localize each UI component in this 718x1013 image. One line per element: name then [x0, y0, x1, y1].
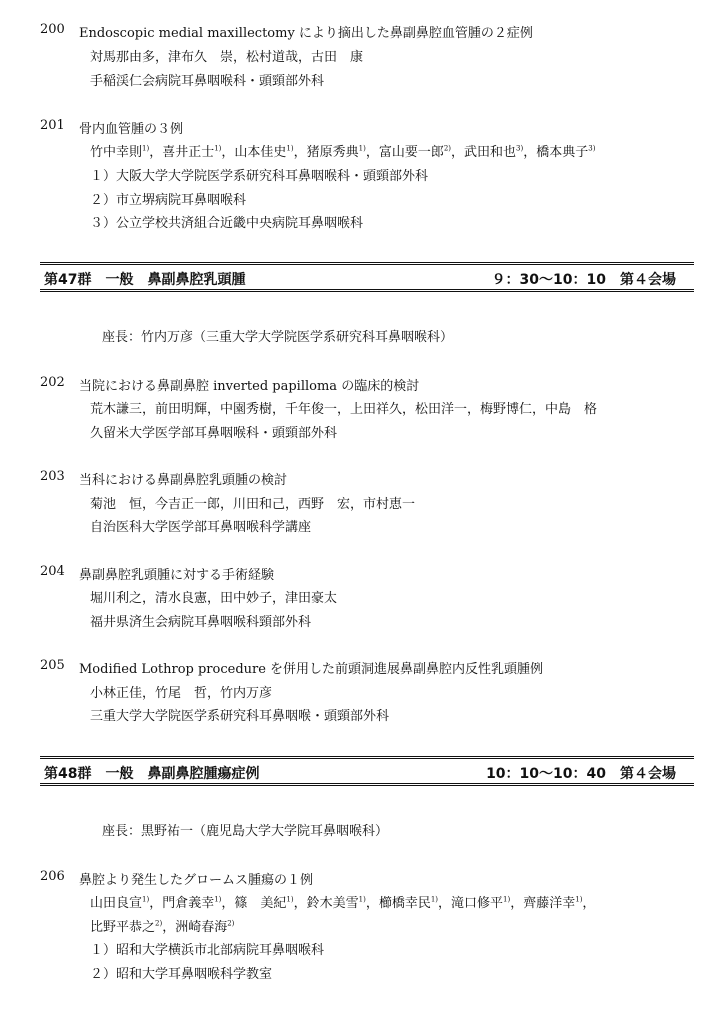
author-name: 竹中幸則 — [90, 145, 143, 160]
entry-authors: 小林正佳，竹尾 哲，竹内万彦 — [90, 686, 273, 701]
author-affiliation-mark: 3) — [588, 144, 596, 153]
entry-number: 206 — [40, 869, 65, 884]
author-name: ，齊藤洋幸 — [510, 896, 576, 911]
divider — [40, 289, 694, 292]
entry-title: 当院における鼻副鼻腔 inverted papilloma の臨床的検討 — [79, 379, 420, 394]
entry-affiliation: 福井県済生会病院耳鼻咽喉科頸部外科 — [90, 615, 312, 630]
author-affiliation-mark: 1) — [503, 895, 511, 904]
author-affiliation-mark: 2) — [155, 919, 163, 928]
author-name: ，滝口修平 — [438, 896, 504, 911]
author-affiliation-mark: 1) — [430, 895, 439, 904]
session-title: 第48群 一般 鼻副鼻腔腫瘍症例 — [44, 766, 260, 782]
author-affiliation-mark: 1) — [286, 895, 294, 904]
author-affiliation-mark: 1) — [214, 895, 222, 904]
author-name: ，橋本典子 — [523, 145, 589, 160]
author-name: ，門倉義幸 — [149, 896, 215, 911]
author-affiliation-mark: 3) — [516, 144, 524, 153]
author-name: ，富山要一郎 — [365, 145, 444, 160]
entry-authors: 対馬那由多，津布久 崇，松村道哉，古田 康 — [90, 50, 364, 65]
entry-title: Modified Lothrop procedure を併用した前頭洞進展鼻副鼻腔内反性乳頭腫例 — [79, 662, 544, 677]
author-affiliation-mark: 1) — [142, 895, 150, 904]
author-affiliation-mark: 1) — [286, 144, 294, 153]
author-affiliation-mark: 2) — [227, 919, 235, 928]
author-affiliation-mark: 1) — [358, 144, 366, 153]
entry-number: 201 — [40, 118, 65, 133]
divider — [40, 756, 694, 759]
author-name: 山田良宣 — [90, 896, 143, 911]
entry-title: 当科における鼻副鼻腔乳頭腫の検討 — [79, 473, 288, 488]
author-name: 比野平恭之 — [90, 920, 156, 935]
entry-number: 205 — [40, 658, 65, 673]
entry-authors — [90, 141, 595, 160]
entry-affiliation: １）昭和大学横浜市北部病院耳鼻咽喉科 — [90, 943, 325, 958]
entry-number: 200 — [40, 22, 65, 37]
author-affiliation-mark: 1) — [575, 895, 583, 904]
session-chair: 座長：黒野祐一（鹿児島大学大学院耳鼻咽喉科） — [102, 824, 389, 839]
author-name: ，山本佳史 — [221, 145, 287, 160]
author-affiliation-mark: 1) — [214, 144, 222, 153]
author-affiliation-mark: 2) — [443, 144, 452, 153]
author-affiliation-mark: 1) — [142, 144, 150, 153]
session-header — [40, 756, 694, 786]
entry-number: 203 — [40, 469, 65, 484]
entry-title: 鼻副鼻腔乳頭腫に対する手術経験 — [79, 568, 275, 583]
session-time: ９：30〜10：10 第４会場 — [491, 272, 676, 288]
entry-authors — [90, 892, 595, 911]
entry-title: 鼻腔より発生したグロームス腫瘍の１例 — [79, 873, 314, 888]
entry-authors: 荒木謙三，前田明輝，中園秀樹，千年俊一，上田祥久，松田洋一，梅野博仁，中島 格 — [90, 402, 598, 417]
entry-number: 204 — [40, 564, 65, 579]
entry-affiliation: 三重大学大学院医学系研究科耳鼻咽喉・頭頸部外科 — [90, 709, 390, 724]
session-title: 第47群 一般 鼻副鼻腔乳頭腫 — [44, 272, 246, 288]
entry-affiliation: 手稲渓仁会病院耳鼻咽喉科・頭頸部外科 — [90, 74, 325, 89]
author-affiliation-mark: 1) — [358, 895, 366, 904]
entry-authors: 菊池 恒，今吉正一郎，川田和己，西野 宏，市村恵一 — [90, 497, 416, 512]
author-name: ，鈴木美雪 — [293, 896, 359, 911]
entry-affiliation: １）大阪大学大学院医学系研究科耳鼻咽喉科・頭頸部外科 — [90, 169, 429, 184]
entry-affiliation: 自治医科大学医学部耳鼻咽喉科学講座 — [90, 520, 312, 535]
author-name: ，篠 美紀 — [221, 896, 287, 911]
author-name: ，武田和也 — [451, 145, 517, 160]
author-name: ，猪原秀典 — [293, 145, 359, 160]
entry-title: Endoscopic medial maxillectomy により摘出した鼻副鼻腔血管腫の２症例 — [79, 26, 533, 41]
entry-number: 202 — [40, 375, 65, 390]
session-chair: 座長：竹内万彦（三重大学大学院医学系研究科耳鼻咽喉科） — [102, 330, 454, 345]
entry-affiliation: ２）市立堺病院耳鼻咽喉科 — [90, 193, 247, 208]
entry-title: 骨内血管腫の３例 — [79, 122, 184, 137]
entry-affiliation: ３）公立学校共済組合近畿中央病院耳鼻咽喉科 — [90, 216, 364, 231]
entry-authors: 堀川利之，清水良憲，田中妙子，津田豪太 — [90, 591, 338, 606]
author-name: ，櫛橋幸民 — [365, 896, 431, 911]
author-separator: ， — [582, 896, 596, 911]
author-name: ，喜井正士 — [149, 145, 215, 160]
divider — [40, 262, 694, 265]
entry-affiliation: 久留米大学医学部耳鼻咽喉科・頭頸部外科 — [90, 426, 338, 441]
author-name: ，洲崎春海 — [162, 920, 228, 935]
session-header — [40, 262, 694, 292]
entry-affiliation: ２）昭和大学耳鼻咽喉科学教室 — [90, 967, 273, 982]
entry-authors — [90, 916, 234, 935]
session-time: 10：10〜10：40 第４会場 — [486, 766, 676, 782]
divider — [40, 783, 694, 786]
